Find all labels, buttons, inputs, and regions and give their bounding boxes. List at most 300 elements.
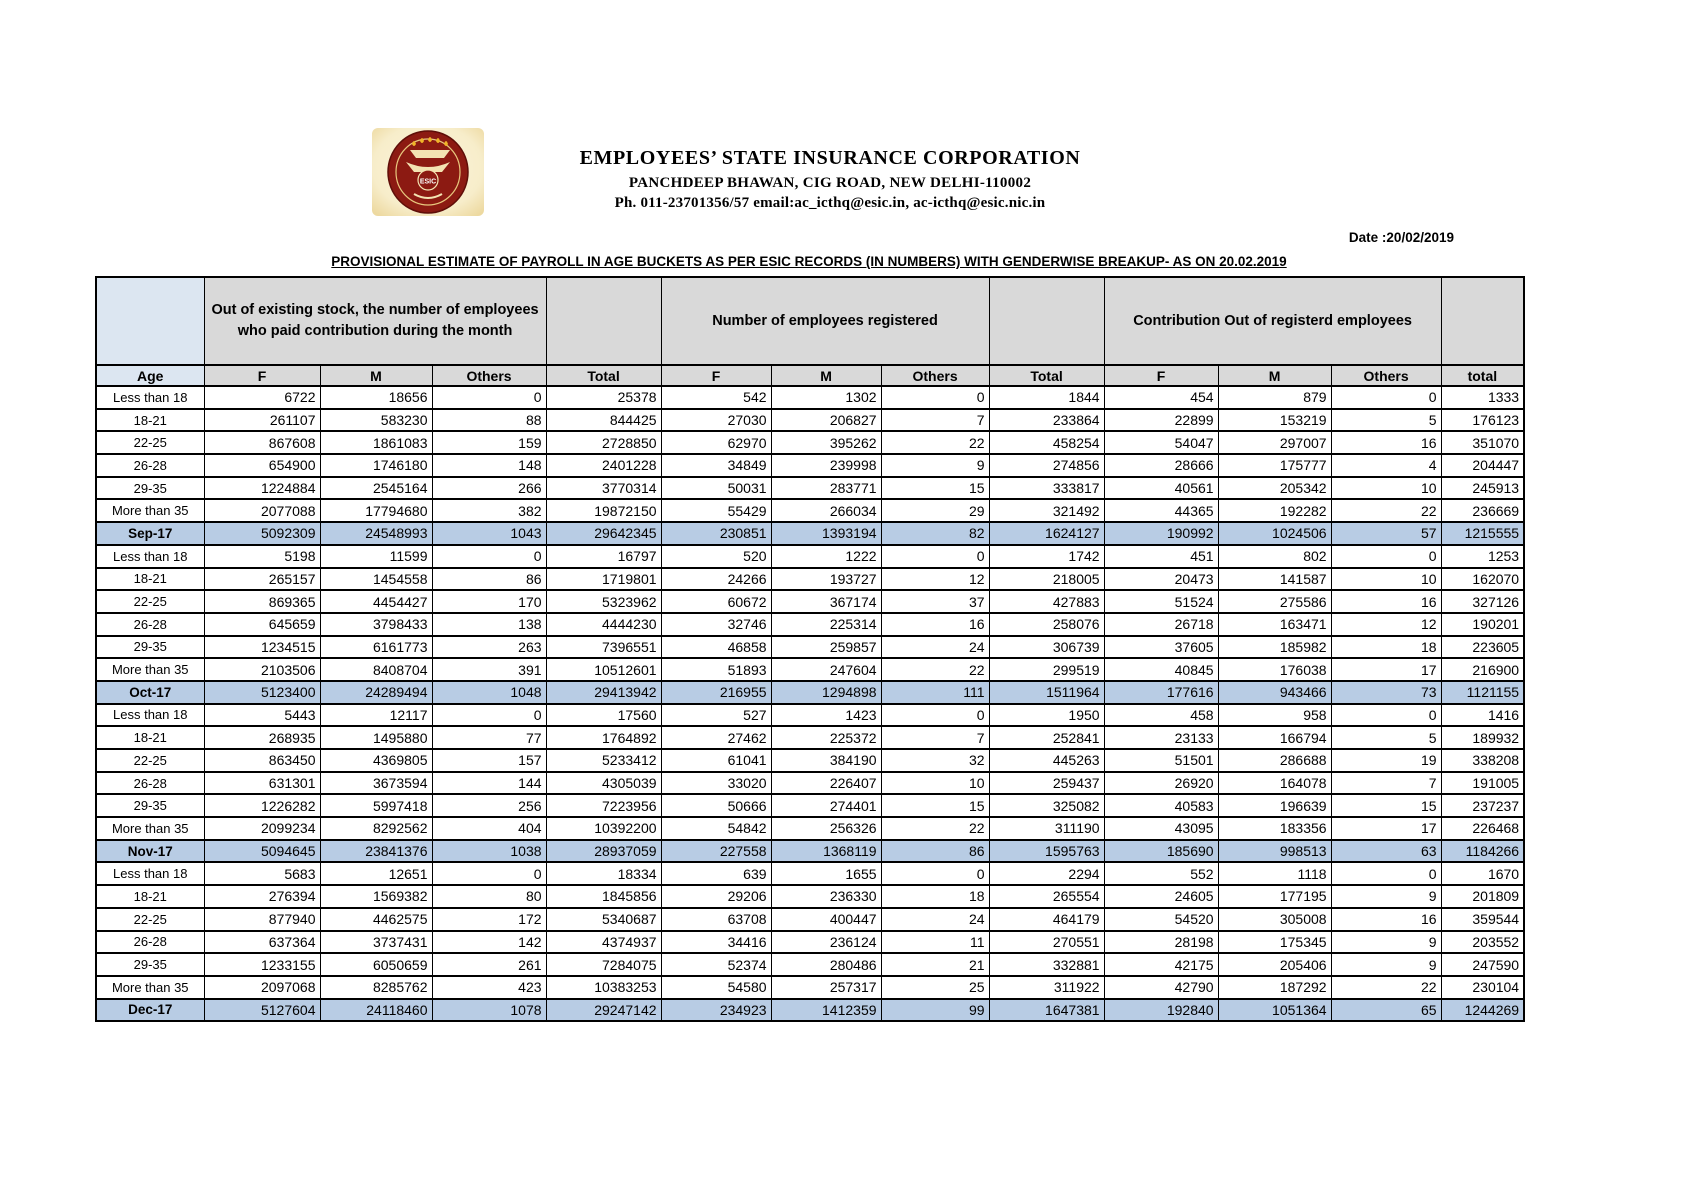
table-cell: 1624127	[989, 522, 1104, 545]
table-cell: 3673594	[320, 772, 432, 795]
table-cell: 3798433	[320, 613, 432, 636]
age-bucket-label: More than 35	[96, 658, 204, 681]
table-cell: 384190	[771, 749, 881, 772]
table-cell: 18	[881, 885, 989, 908]
table-cell: 141587	[1218, 568, 1331, 591]
table-cell: 869365	[204, 590, 320, 613]
table-cell: 157	[432, 749, 546, 772]
table-row	[96, 726, 1524, 749]
table-row	[96, 862, 1524, 885]
table-cell: 275586	[1218, 590, 1331, 613]
table-cell: 111	[881, 681, 989, 704]
group-header-spacer	[989, 277, 1104, 365]
table-cell: 5	[1331, 409, 1441, 432]
table-cell: 236669	[1441, 499, 1524, 522]
age-bucket-label: 26-28	[96, 931, 204, 954]
column-header-others: Others	[1331, 365, 1441, 386]
table-cell: 639	[661, 862, 771, 885]
table-cell: 299519	[989, 658, 1104, 681]
table-cell: 7	[881, 409, 989, 432]
table-cell: 24548993	[320, 522, 432, 545]
table-cell: 22899	[1104, 409, 1218, 432]
table-cell: 5198	[204, 545, 320, 568]
table-cell: 1184266	[1441, 840, 1524, 863]
table-cell: 5094645	[204, 840, 320, 863]
table-cell: 6161773	[320, 636, 432, 659]
table-cell: 2545164	[320, 477, 432, 500]
age-bucket-label: 29-35	[96, 477, 204, 500]
table-cell: 527	[661, 704, 771, 727]
table-cell: 54580	[661, 976, 771, 999]
table-cell: 191005	[1441, 772, 1524, 795]
month-summary-row	[96, 840, 1524, 863]
table-row	[96, 931, 1524, 954]
table-cell: 24266	[661, 568, 771, 591]
table-cell: 15	[881, 794, 989, 817]
table-cell: 1368119	[771, 840, 881, 863]
table-cell: 204447	[1441, 454, 1524, 477]
table-cell: 259857	[771, 636, 881, 659]
table-cell: 0	[1331, 545, 1441, 568]
table-cell: 20473	[1104, 568, 1218, 591]
table-cell: 10	[1331, 568, 1441, 591]
table-cell: 12117	[320, 704, 432, 727]
table-cell: 162070	[1441, 568, 1524, 591]
table-cell: 327126	[1441, 590, 1524, 613]
table-cell: 283771	[771, 477, 881, 500]
table-cell: 185690	[1104, 840, 1218, 863]
table-cell: 12	[881, 568, 989, 591]
table-cell: 175345	[1218, 931, 1331, 954]
table-cell: 15	[881, 477, 989, 500]
column-header-m: M	[1218, 365, 1331, 386]
table-cell: 1746180	[320, 454, 432, 477]
table-cell: 877940	[204, 908, 320, 931]
table-cell: 32746	[661, 613, 771, 636]
table-cell: 37605	[1104, 636, 1218, 659]
table-cell: 631301	[204, 772, 320, 795]
table-cell: 268935	[204, 726, 320, 749]
table-cell: 270551	[989, 931, 1104, 954]
doc-title: PROVISIONAL ESTIMATE OF PAYROLL IN AGE BUCKETS AS PER ESIC RECORDS (IN NUMBERS) WITH GENDERWISE BREAKUP- AS ON 20.02.2019	[331, 254, 1287, 269]
month-label: Oct-17	[96, 681, 204, 704]
table-cell: 1454558	[320, 568, 432, 591]
table-cell: 19	[1331, 749, 1441, 772]
table-cell: 1393194	[771, 522, 881, 545]
column-header-m: M	[771, 365, 881, 386]
table-cell: 88	[432, 409, 546, 432]
table-cell: 10392200	[546, 817, 661, 840]
table-cell: 28937059	[546, 840, 661, 863]
table-cell: 23841376	[320, 840, 432, 863]
table-cell: 80	[432, 885, 546, 908]
table-cell: 5092309	[204, 522, 320, 545]
table-cell: 1224884	[204, 477, 320, 500]
table-cell: 159	[432, 431, 546, 454]
table-cell: 9	[1331, 885, 1441, 908]
org-name: EMPLOYEES’ STATE INSURANCE CORPORATION	[579, 147, 1081, 169]
table-cell: 879	[1218, 386, 1331, 409]
table-cell: 2077088	[204, 499, 320, 522]
table-cell: 1051364	[1218, 999, 1331, 1022]
table-cell: 464179	[989, 908, 1104, 931]
table-row	[96, 477, 1524, 500]
table-cell: 9	[1331, 953, 1441, 976]
age-bucket-label: Less than 18	[96, 545, 204, 568]
table-cell: 24	[881, 636, 989, 659]
month-label: Sep-17	[96, 522, 204, 545]
table-cell: 22	[881, 658, 989, 681]
table-cell: 236124	[771, 931, 881, 954]
table-cell: 998513	[1218, 840, 1331, 863]
month-summary-row	[96, 522, 1524, 545]
table-cell: 5233412	[546, 749, 661, 772]
table-cell: 77	[432, 726, 546, 749]
table-cell: 61041	[661, 749, 771, 772]
table-cell: 206827	[771, 409, 881, 432]
age-bucket-label: 29-35	[96, 794, 204, 817]
table-row	[96, 431, 1524, 454]
table-cell: 1253	[1441, 545, 1524, 568]
table-row	[96, 817, 1524, 840]
table-cell: 257317	[771, 976, 881, 999]
table-cell: 28198	[1104, 931, 1218, 954]
table-cell: 34416	[661, 931, 771, 954]
table-cell: 7	[1331, 772, 1441, 795]
table-cell: 185982	[1218, 636, 1331, 659]
table-cell: 192282	[1218, 499, 1331, 522]
table-cell: 8292562	[320, 817, 432, 840]
table-cell: 234923	[661, 999, 771, 1022]
table-cell: 445263	[989, 749, 1104, 772]
table-cell: 22	[1331, 499, 1441, 522]
table-cell: 218005	[989, 568, 1104, 591]
table-cell: 29	[881, 499, 989, 522]
table-cell: 25378	[546, 386, 661, 409]
table-cell: 24	[881, 908, 989, 931]
table-cell: 7223956	[546, 794, 661, 817]
table-cell: 1234515	[204, 636, 320, 659]
table-cell: 867608	[204, 431, 320, 454]
group-header-spacer	[96, 277, 204, 365]
table-cell: 0	[432, 386, 546, 409]
table-cell: 8285762	[320, 976, 432, 999]
table-cell: 5683	[204, 862, 320, 885]
month-label: Nov-17	[96, 840, 204, 863]
table-row	[96, 704, 1524, 727]
table-cell: 82	[881, 522, 989, 545]
table-cell: 325082	[989, 794, 1104, 817]
table-cell: 7396551	[546, 636, 661, 659]
table-cell: 190201	[1441, 613, 1524, 636]
table-cell: 311922	[989, 976, 1104, 999]
table-cell: 230851	[661, 522, 771, 545]
table-cell: 163471	[1218, 613, 1331, 636]
column-header-age: Age	[96, 365, 204, 386]
table-cell: 2099234	[204, 817, 320, 840]
table-cell: 28666	[1104, 454, 1218, 477]
table-cell: 6050659	[320, 953, 432, 976]
table-cell: 1719801	[546, 568, 661, 591]
column-header-f: F	[204, 365, 320, 386]
table-cell: 9	[881, 454, 989, 477]
table-cell: 216955	[661, 681, 771, 704]
table-cell: 227558	[661, 840, 771, 863]
table-cell: 2103506	[204, 658, 320, 681]
table-cell: 1222	[771, 545, 881, 568]
table-cell: 333817	[989, 477, 1104, 500]
table-cell: 17	[1331, 817, 1441, 840]
table-cell: 258076	[989, 613, 1104, 636]
table-cell: 404	[432, 817, 546, 840]
table-cell: 190992	[1104, 522, 1218, 545]
table-cell: 0	[1331, 862, 1441, 885]
table-cell: 166794	[1218, 726, 1331, 749]
table-cell: 382	[432, 499, 546, 522]
table-cell: 261107	[204, 409, 320, 432]
table-cell: 23133	[1104, 726, 1218, 749]
table-cell: 654900	[204, 454, 320, 477]
table-cell: 7284075	[546, 953, 661, 976]
age-bucket-label: More than 35	[96, 499, 204, 522]
table-cell: 1423	[771, 704, 881, 727]
table-cell: 19872150	[546, 499, 661, 522]
column-header-f: F	[1104, 365, 1218, 386]
table-cell: 33020	[661, 772, 771, 795]
table-cell: 164078	[1218, 772, 1331, 795]
table-cell: 40561	[1104, 477, 1218, 500]
table-cell: 29206	[661, 885, 771, 908]
table-cell: 40583	[1104, 794, 1218, 817]
table-row	[96, 658, 1524, 681]
table-cell: 12	[1331, 613, 1441, 636]
table-cell: 274856	[989, 454, 1104, 477]
table-cell: 542	[661, 386, 771, 409]
table-cell: 263	[432, 636, 546, 659]
table-cell: 226468	[1441, 817, 1524, 840]
table-cell: 26920	[1104, 772, 1218, 795]
table-cell: 4444230	[546, 613, 661, 636]
table-cell: 259437	[989, 772, 1104, 795]
table-row	[96, 454, 1524, 477]
table-cell: 1078	[432, 999, 546, 1022]
table-cell: 50031	[661, 477, 771, 500]
table-cell: 265554	[989, 885, 1104, 908]
table-cell: 1569382	[320, 885, 432, 908]
table-cell: 1416	[1441, 704, 1524, 727]
table-cell: 203552	[1441, 931, 1524, 954]
table-cell: 1226282	[204, 794, 320, 817]
table-cell: 2294	[989, 862, 1104, 885]
table-cell: 637364	[204, 931, 320, 954]
table-cell: 802	[1218, 545, 1331, 568]
table-cell: 5340687	[546, 908, 661, 931]
table-cell: 351070	[1441, 431, 1524, 454]
table-cell: 1412359	[771, 999, 881, 1022]
table-cell: 1845856	[546, 885, 661, 908]
group-header-spacer	[546, 277, 661, 365]
table-cell: 451	[1104, 545, 1218, 568]
age-bucket-label: Less than 18	[96, 386, 204, 409]
table-cell: 286688	[1218, 749, 1331, 772]
table-cell: 0	[881, 386, 989, 409]
column-header-others: Others	[432, 365, 546, 386]
table-cell: 0	[432, 545, 546, 568]
table-row	[96, 499, 1524, 522]
table-cell: 10	[1331, 477, 1441, 500]
date-label: Date :20/02/2019	[1348, 230, 1454, 245]
table-cell: 1511964	[989, 681, 1104, 704]
table-row	[96, 409, 1524, 432]
table-cell: 43095	[1104, 817, 1218, 840]
table-cell: 51501	[1104, 749, 1218, 772]
table-cell: 8408704	[320, 658, 432, 681]
table-cell: 37	[881, 590, 989, 613]
age-bucket-label: 22-25	[96, 749, 204, 772]
table-cell: 153219	[1218, 409, 1331, 432]
column-header-f: F	[661, 365, 771, 386]
table-row	[96, 568, 1524, 591]
table-cell: 17	[1331, 658, 1441, 681]
table-row	[96, 636, 1524, 659]
table-cell: 18	[1331, 636, 1441, 659]
table-cell: 0	[881, 862, 989, 885]
table-cell: 25	[881, 976, 989, 999]
table-row	[96, 613, 1524, 636]
table-cell: 138	[432, 613, 546, 636]
table-cell: 22	[881, 817, 989, 840]
table-cell: 338208	[1441, 749, 1524, 772]
table-cell: 216900	[1441, 658, 1524, 681]
table-cell: 1742	[989, 545, 1104, 568]
table-cell: 458	[1104, 704, 1218, 727]
table-cell: 4454427	[320, 590, 432, 613]
table-row	[96, 976, 1524, 999]
column-header-total: Total	[989, 365, 1104, 386]
table-cell: 42175	[1104, 953, 1218, 976]
age-bucket-label: 26-28	[96, 613, 204, 636]
table-cell: 46858	[661, 636, 771, 659]
table-cell: 252841	[989, 726, 1104, 749]
table-cell: 645659	[204, 613, 320, 636]
esic-logo	[372, 128, 484, 216]
table-cell: 1861083	[320, 431, 432, 454]
table-cell: 1244269	[1441, 999, 1524, 1022]
table-cell: 247590	[1441, 953, 1524, 976]
table-cell: 0	[432, 704, 546, 727]
table-cell: 332881	[989, 953, 1104, 976]
table-cell: 16797	[546, 545, 661, 568]
table-cell: 367174	[771, 590, 881, 613]
table-cell: 2401228	[546, 454, 661, 477]
column-header-total: total	[1441, 365, 1524, 386]
table-cell: 0	[432, 862, 546, 885]
table-cell: 266034	[771, 499, 881, 522]
table-cell: 265157	[204, 568, 320, 591]
table-cell: 17794680	[320, 499, 432, 522]
table-cell: 6722	[204, 386, 320, 409]
table-cell: 943466	[1218, 681, 1331, 704]
table-cell: 552	[1104, 862, 1218, 885]
table-cell: 57	[1331, 522, 1441, 545]
table-cell: 86	[432, 568, 546, 591]
table-cell: 175777	[1218, 454, 1331, 477]
table-cell: 1233155	[204, 953, 320, 976]
table-cell: 148	[432, 454, 546, 477]
table-cell: 176038	[1218, 658, 1331, 681]
table-cell: 0	[881, 704, 989, 727]
table-cell: 4374937	[546, 931, 661, 954]
group-header: Out of existing stock, the number of employees who paid contribution during the month	[204, 277, 546, 365]
table-cell: 40845	[1104, 658, 1218, 681]
table-cell: 170	[432, 590, 546, 613]
table-cell: 99	[881, 999, 989, 1022]
table-cell: 34849	[661, 454, 771, 477]
table-cell: 196639	[1218, 794, 1331, 817]
table-cell: 24289494	[320, 681, 432, 704]
table-cell: 54842	[661, 817, 771, 840]
age-bucket-label: 18-21	[96, 409, 204, 432]
table-cell: 55429	[661, 499, 771, 522]
table-cell: 306739	[989, 636, 1104, 659]
table-cell: 65	[1331, 999, 1441, 1022]
table-cell: 583230	[320, 409, 432, 432]
table-cell: 4305039	[546, 772, 661, 795]
table-cell: 391	[432, 658, 546, 681]
table-cell: 192840	[1104, 999, 1218, 1022]
table-cell: 205406	[1218, 953, 1331, 976]
age-bucket-label: 26-28	[96, 454, 204, 477]
table-cell: 297007	[1218, 431, 1331, 454]
table-cell: 1844	[989, 386, 1104, 409]
table-cell: 1495880	[320, 726, 432, 749]
table-cell: 10512601	[546, 658, 661, 681]
table-cell: 29247142	[546, 999, 661, 1022]
table-cell: 236330	[771, 885, 881, 908]
table-cell: 63708	[661, 908, 771, 931]
table-cell: 400447	[771, 908, 881, 931]
table-cell: 18656	[320, 386, 432, 409]
table-row	[96, 794, 1524, 817]
table-cell: 18334	[546, 862, 661, 885]
table-cell: 274401	[771, 794, 881, 817]
table-cell: 844425	[546, 409, 661, 432]
table-cell: 144	[432, 772, 546, 795]
age-bucket-label: 29-35	[96, 636, 204, 659]
table-cell: 225314	[771, 613, 881, 636]
table-cell: 24605	[1104, 885, 1218, 908]
table-cell: 427883	[989, 590, 1104, 613]
age-bucket-label: 18-21	[96, 726, 204, 749]
table-cell: 24118460	[320, 999, 432, 1022]
table-cell: 1655	[771, 862, 881, 885]
table-cell: 458254	[989, 431, 1104, 454]
table-cell: 7	[881, 726, 989, 749]
column-header-m: M	[320, 365, 432, 386]
table-row	[96, 386, 1524, 409]
table-cell: 239998	[771, 454, 881, 477]
table-cell: 0	[1331, 386, 1441, 409]
table-cell: 1764892	[546, 726, 661, 749]
table-cell: 16	[881, 613, 989, 636]
table-cell: 42790	[1104, 976, 1218, 999]
table-cell: 226407	[771, 772, 881, 795]
table-cell: 359544	[1441, 908, 1524, 931]
table-cell: 958	[1218, 704, 1331, 727]
table-cell: 16	[1331, 908, 1441, 931]
table-cell: 1302	[771, 386, 881, 409]
table-cell: 321492	[989, 499, 1104, 522]
